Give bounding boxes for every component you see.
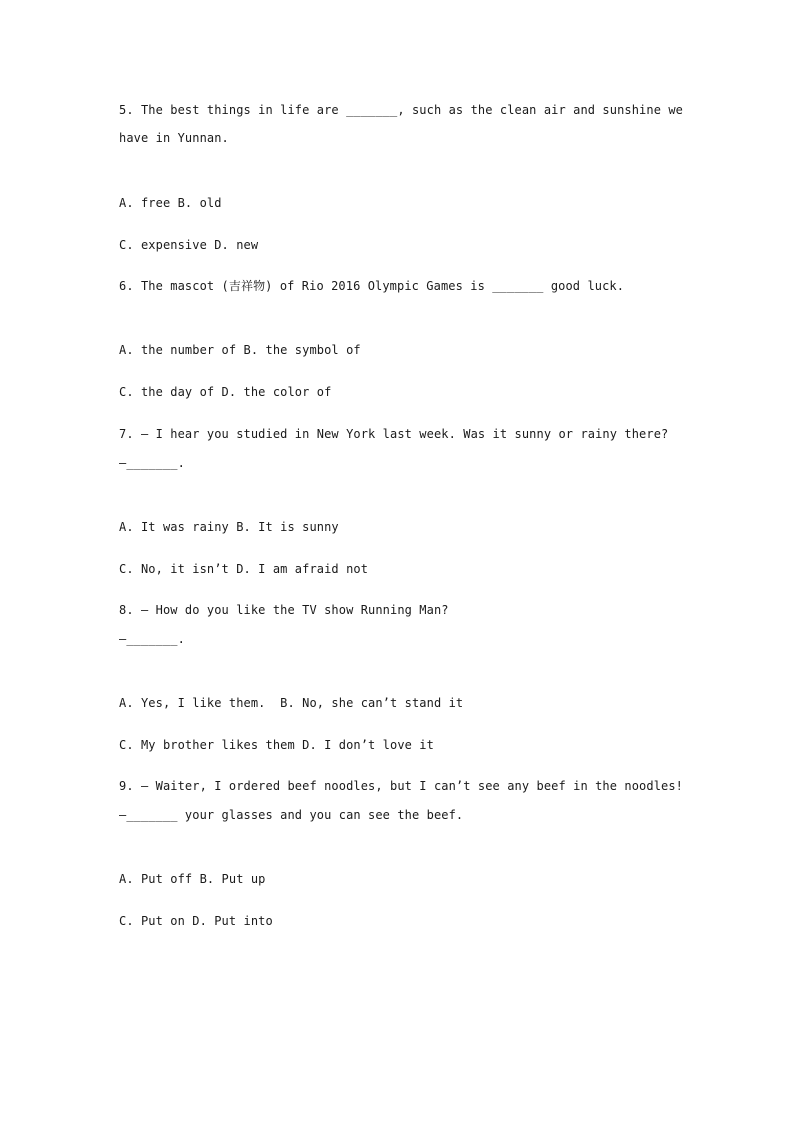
- question-5-options-a-b: A. free B. old: [119, 196, 222, 210]
- question-6-stem: 6. The mascot (吉祥物) of Rio 2016 Olympic Games is _______ good luck.: [119, 279, 625, 293]
- question-7-options-c-d: C. No, it isn’t D. I am afraid not: [119, 562, 369, 576]
- question-8-stem-line-1: 8. — How do you like the TV show Running Man?: [119, 603, 449, 617]
- question-5-stem-line-2: have in Yunnan.: [119, 131, 229, 145]
- question-9-options-a-b: A. Put off B. Put up: [119, 872, 266, 886]
- question-7-options-a-b: A. It was rainy B. It is sunny: [119, 520, 339, 534]
- question-6-options-a-b: A. the number of B. the symbol of: [119, 343, 361, 357]
- question-5-stem-line-1: 5. The best things in life are _______, such as the clean air and sunshine we: [119, 103, 683, 117]
- question-9-stem-line-1: 9. — Waiter, I ordered beef noodles, but I can’t see any beef in the noodles!: [119, 779, 683, 793]
- question-8-options-a-b: A. Yes, I like them. B. No, she can’t stand it: [119, 696, 464, 710]
- question-9-options-c-d: C. Put on D. Put into: [119, 914, 273, 928]
- question-7-stem-line-1: 7. — I hear you studied in New York last week. Was it sunny or rainy there?: [119, 427, 669, 441]
- question-8-options-c-d: C. My brother likes them D. I don’t love it: [119, 738, 434, 752]
- question-5-options-c-d: C. expensive D. new: [119, 238, 259, 252]
- question-7-stem-line-2: —_______.: [119, 456, 185, 470]
- question-8-stem-line-2: —_______.: [119, 632, 185, 646]
- question-9-stem-line-2: —_______ your glasses and you can see the beef.: [119, 808, 464, 822]
- question-6-options-c-d: C. the day of D. the color of: [119, 385, 332, 399]
